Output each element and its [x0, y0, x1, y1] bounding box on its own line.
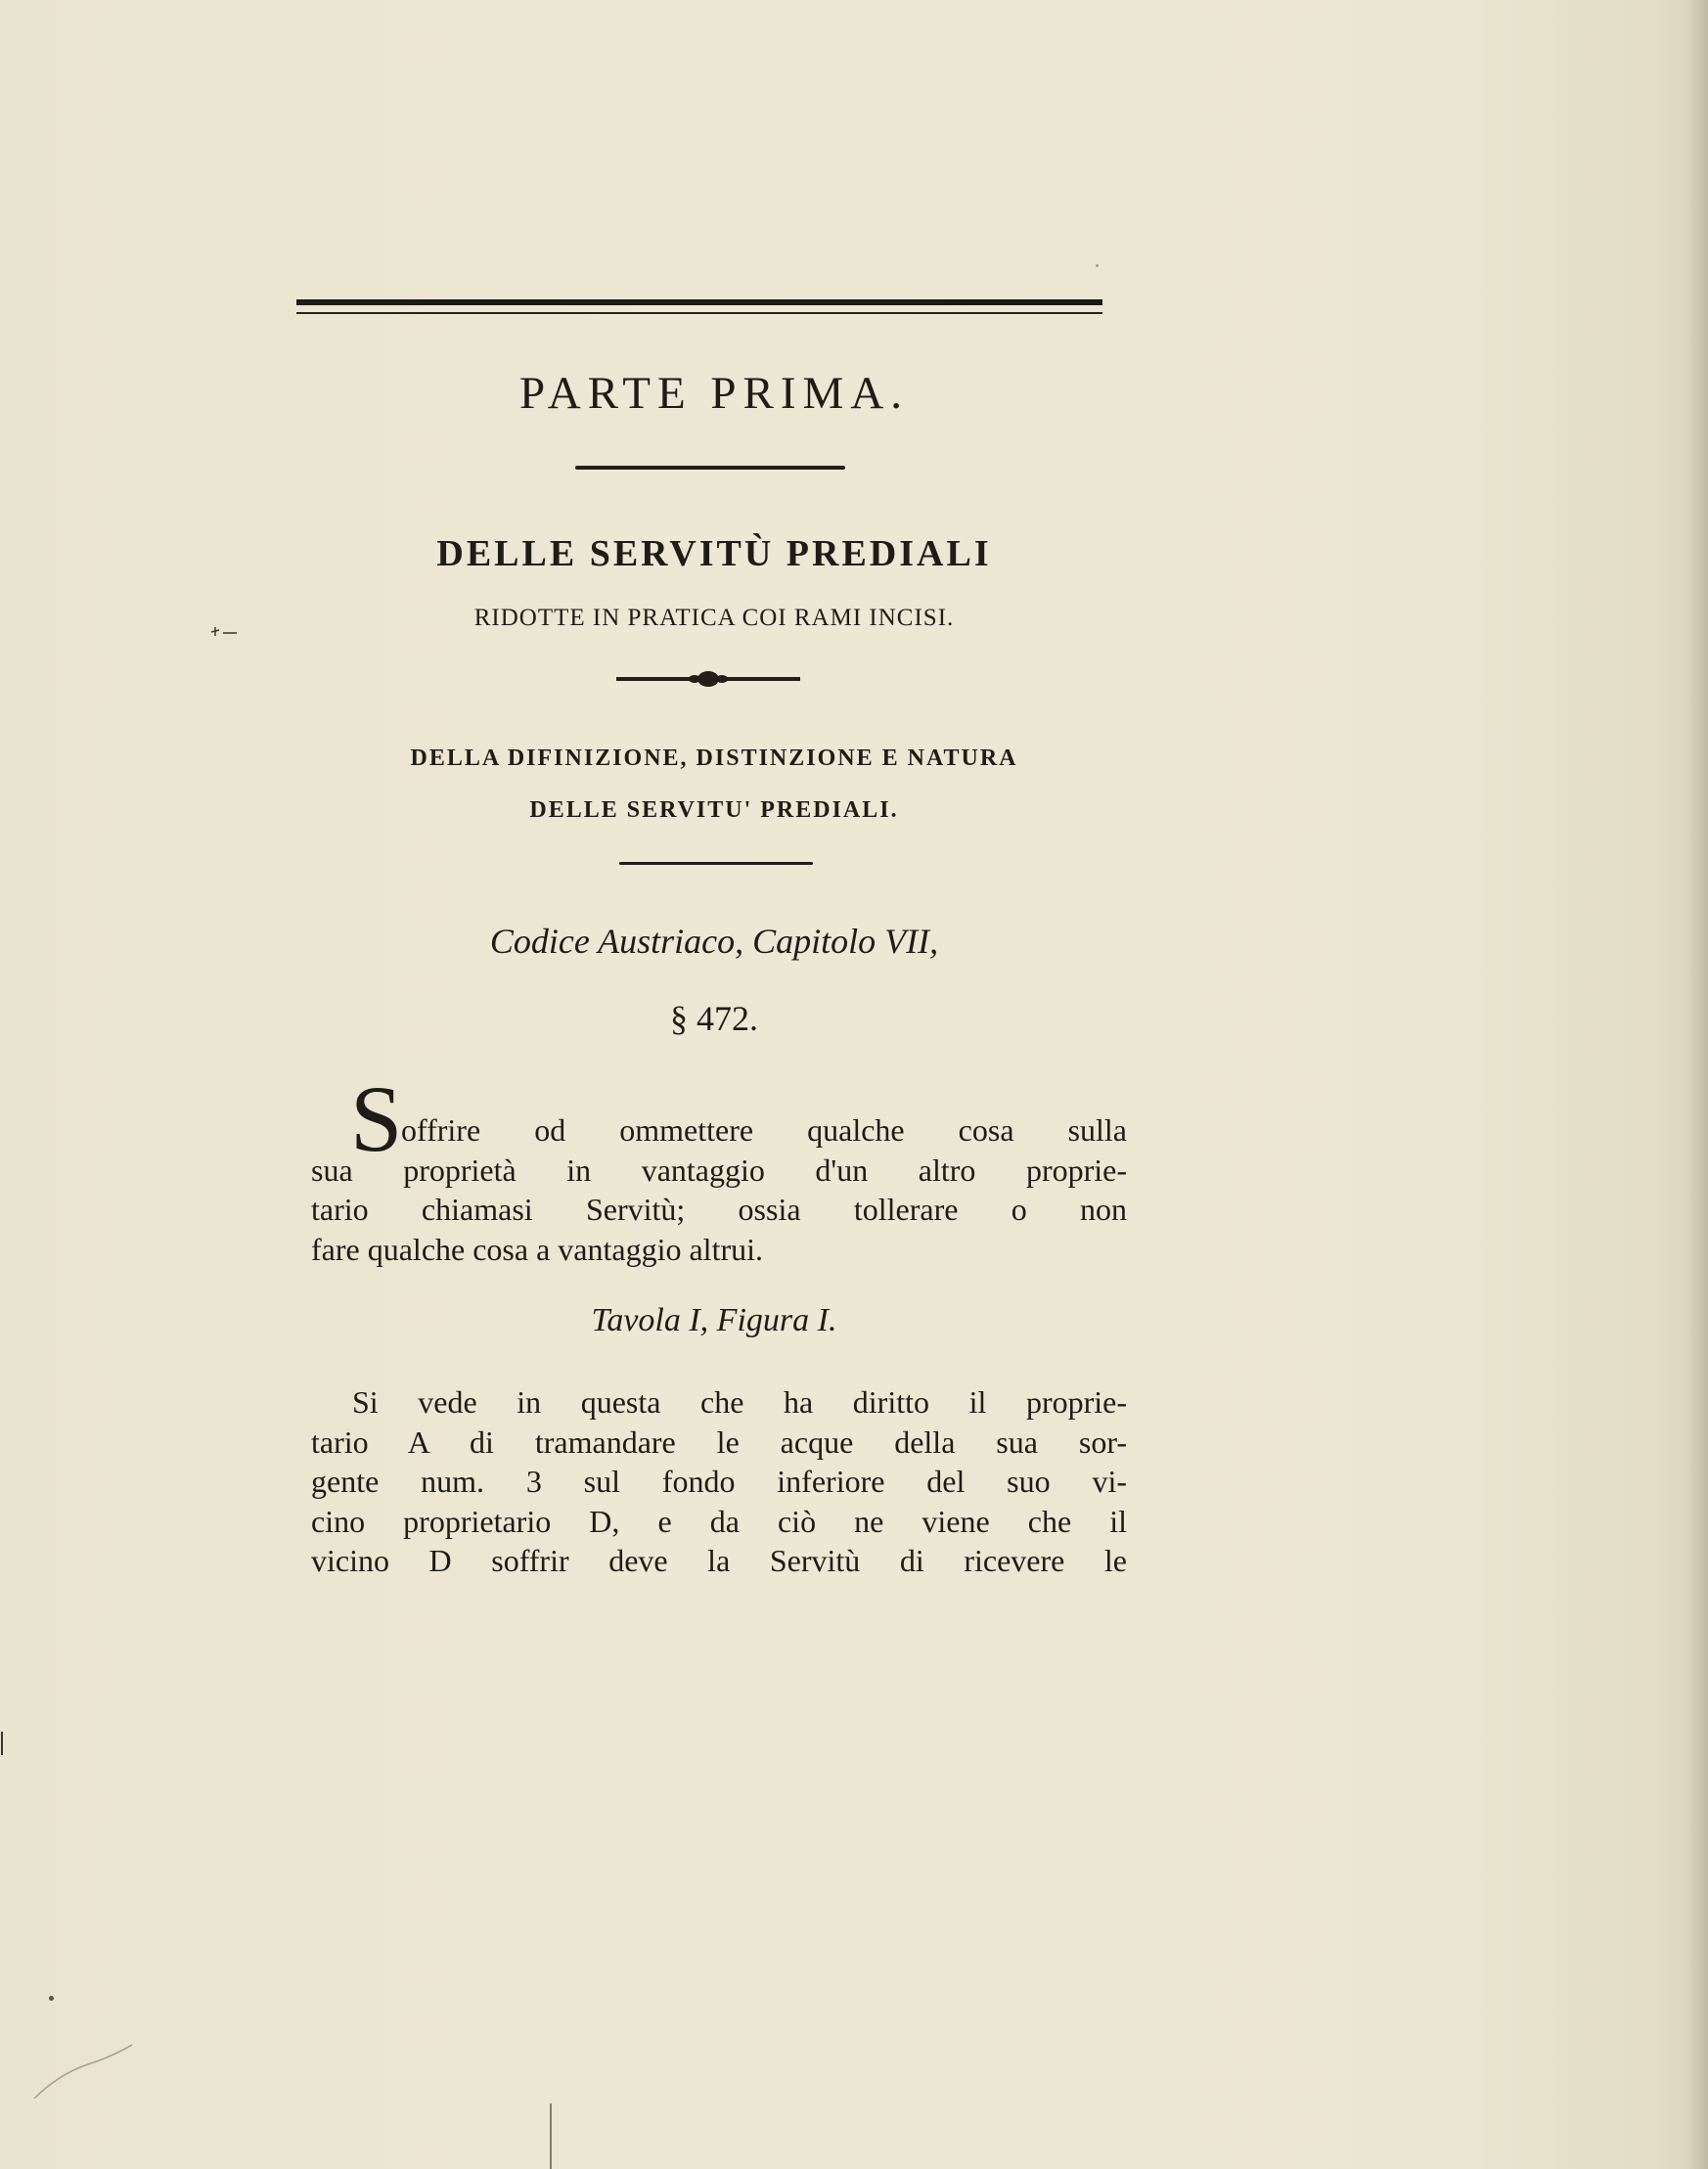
corner-stain-icon: [29, 2035, 137, 2103]
paragraph-2-line-5: vicino D soffrir deve la Servitù di ricevere le: [311, 1543, 1127, 1578]
paragraph-2-line-2: tario A di tramandare le acque della sua sor-: [311, 1423, 1127, 1460]
paragraph-2-line-3: gente num. 3 sul fondo inferiore del suo vi-: [311, 1464, 1127, 1499]
paragraph-1-line-2: sua proprietà in vantaggio d'un altro proprie-: [311, 1152, 1127, 1188]
divider-rule-2: [619, 862, 813, 865]
bottom-edge-mark-icon: [548, 2103, 554, 2169]
paragraph-1: [311, 1110, 1127, 1269]
section-subtitle: RIDOTTE IN PRATICA COI RAMI INCISI.: [473, 605, 955, 631]
section-title: DELLE SERVITÙ PREDIALI: [436, 533, 992, 574]
chapter-heading-line-2: DELLE SERVITU' PREDIALI.: [529, 797, 899, 823]
paragraph-2-line-1: Si vede in questa che ha diritto il proprie-: [352, 1384, 1127, 1420]
paragraph-1-line-1: offrire od ommettere qualche cosa sulla: [401, 1112, 1127, 1148]
page-edge-shadow: [1686, 0, 1708, 2169]
paper-speck: [49, 1996, 54, 2001]
ornament-divider: [616, 671, 800, 687]
left-edge-mark-icon: [0, 1732, 6, 1755]
divider-rule-1: [575, 466, 845, 470]
top-thick-rule: [296, 299, 1102, 305]
chapter-heading-line-1: DELLA DIFINIZIONE, DISTINZIONE E NATURA: [410, 746, 1018, 771]
margin-mark-icon: [209, 624, 239, 638]
drop-cap-letter: S: [350, 1066, 403, 1171]
section-number: § 472.: [670, 999, 758, 1038]
code-reference: Codice Austriaco, Capitolo VII,: [489, 922, 939, 961]
figure-reference: Tavola I, Figura I.: [591, 1302, 837, 1338]
paragraph-1-line-3: tario chiamasi Servitù; ossia tollerare o non: [311, 1192, 1127, 1227]
part-title: PARTE PRIMA.: [518, 368, 910, 419]
paragraph-1-line-4: fare qualche cosa a vantaggio altrui.: [311, 1231, 763, 1267]
paragraph-2-line-4: cino proprietario D, e da ciò ne viene che il: [311, 1503, 1127, 1539]
top-thin-rule: [296, 312, 1102, 314]
paper-speck: [1096, 264, 1099, 267]
paragraph-2: [311, 1382, 1127, 1581]
